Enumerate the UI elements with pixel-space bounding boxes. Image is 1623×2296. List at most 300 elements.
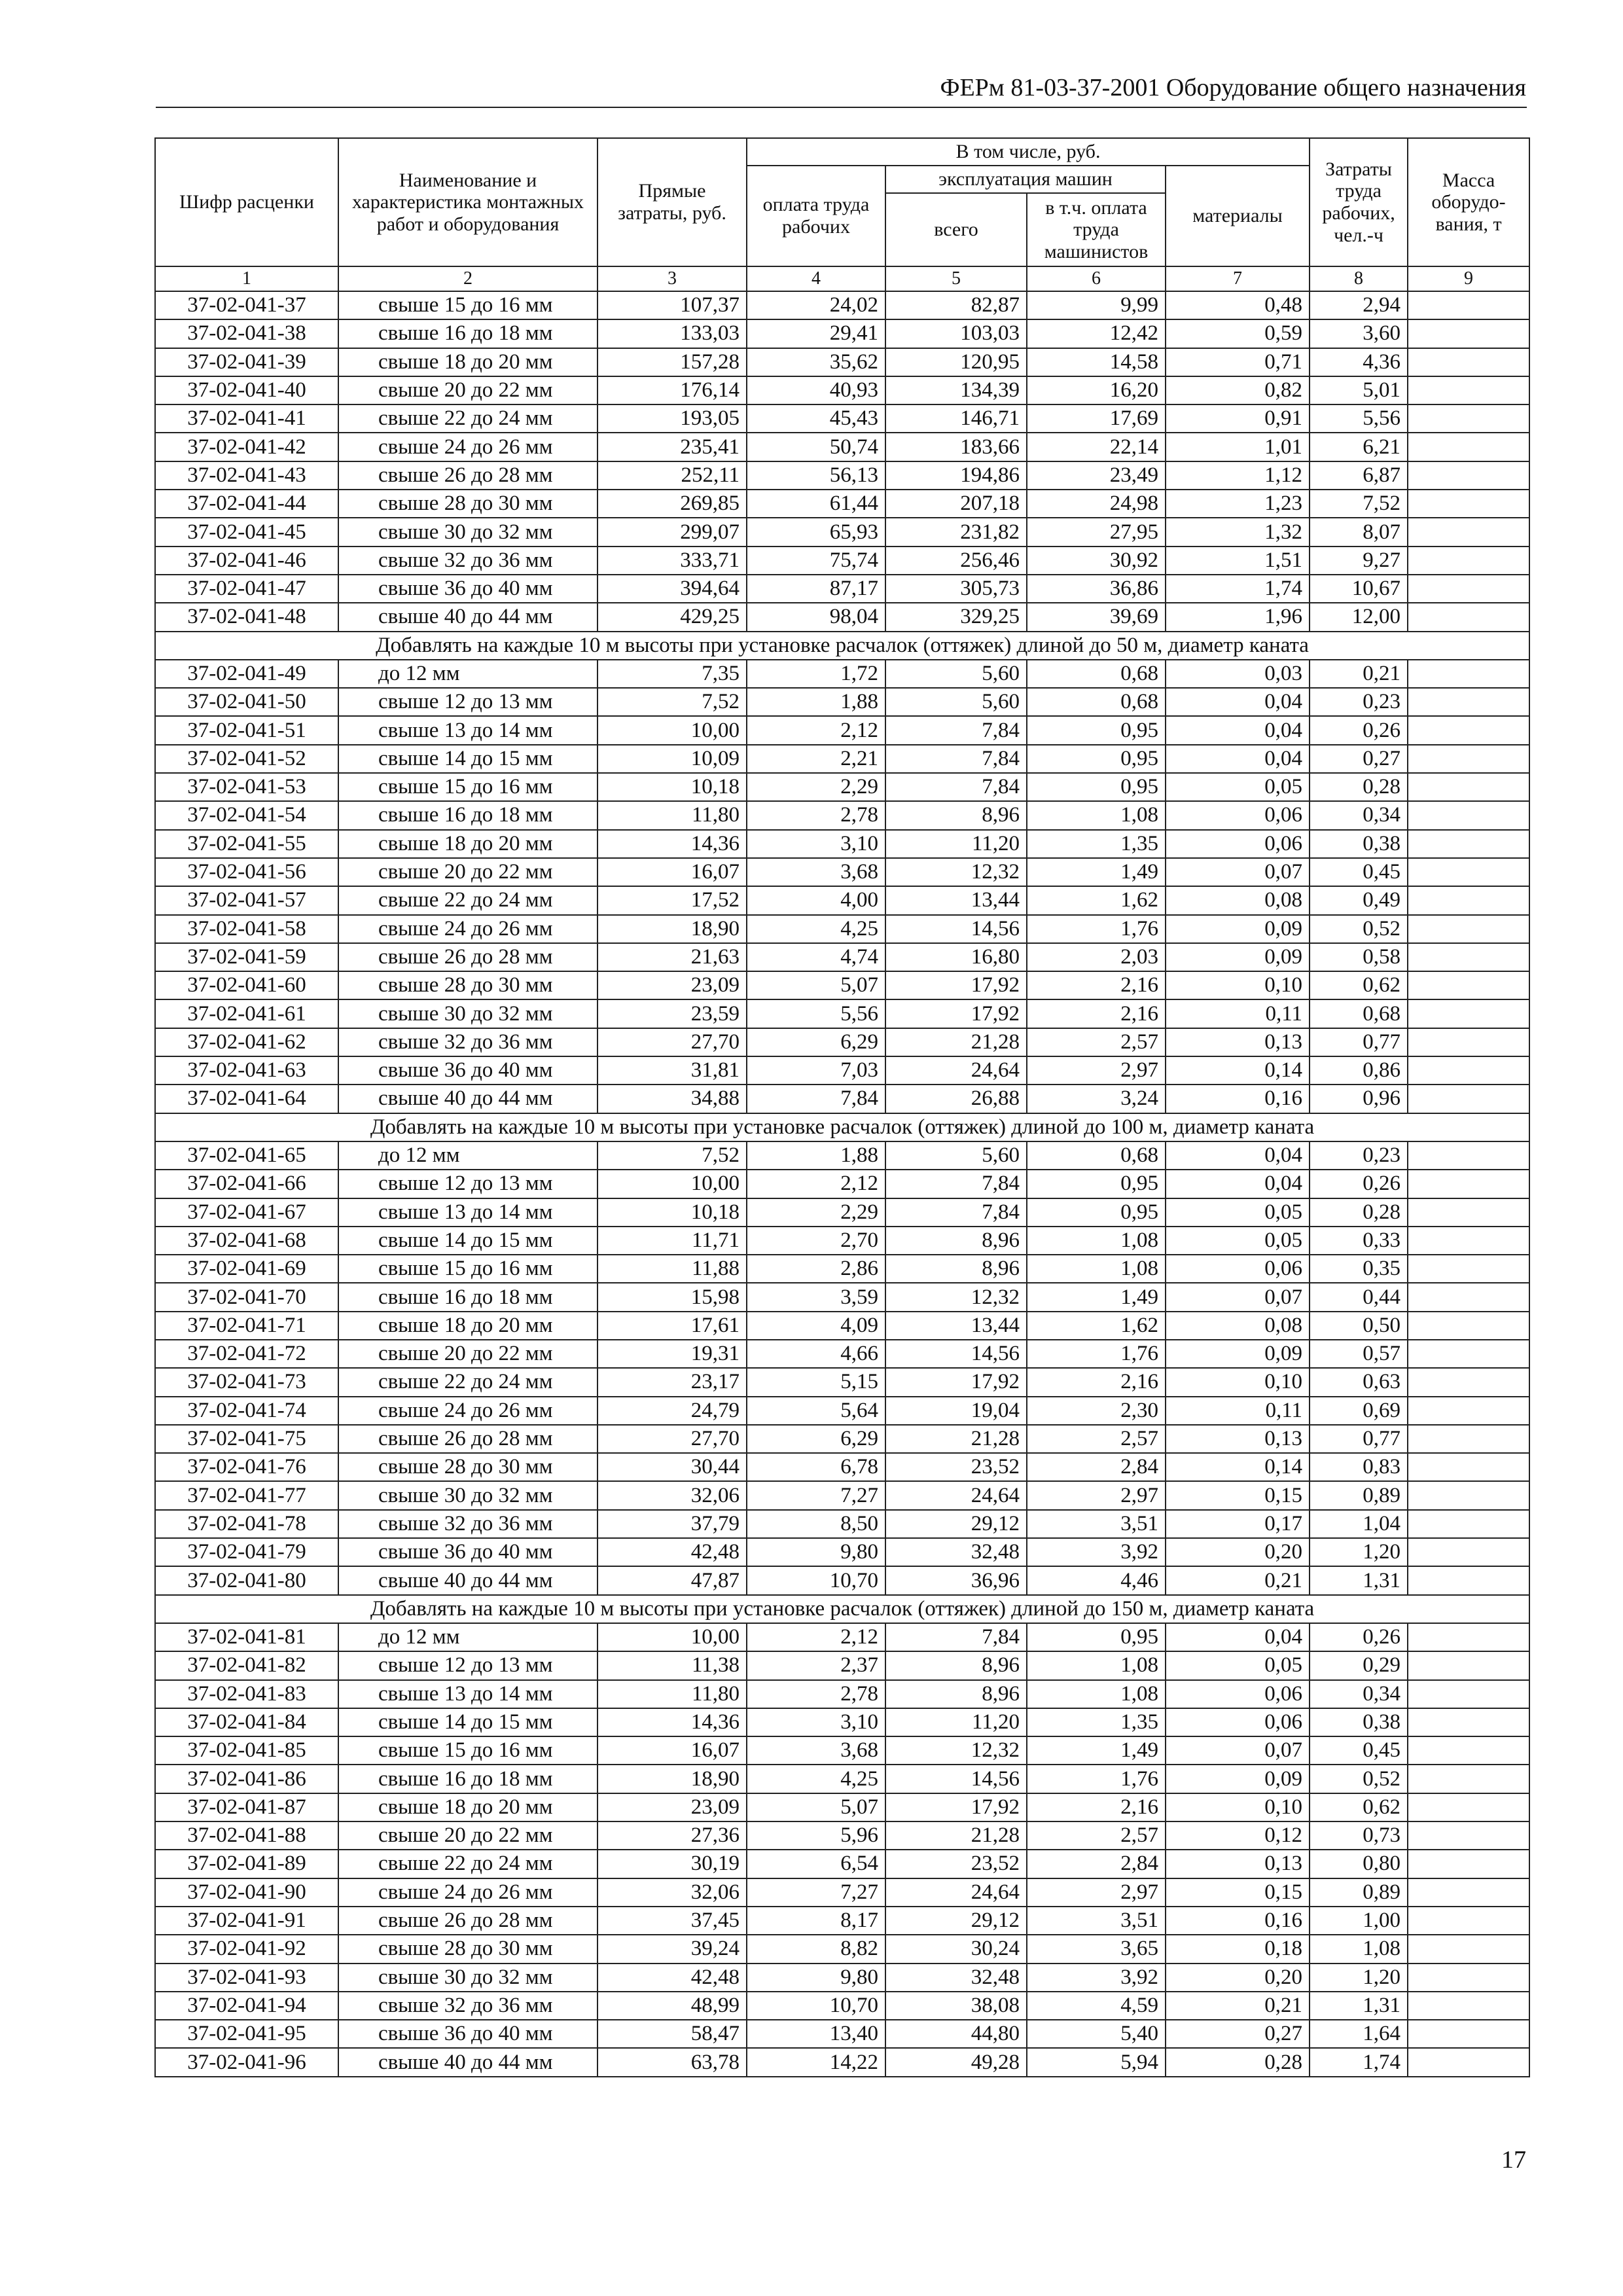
machinists-wages-cell: 0,95 [1027, 1170, 1166, 1198]
labor-cell: 0,34 [1310, 801, 1408, 829]
wages-cell: 98,04 [747, 603, 885, 631]
labor-cell: 0,50 [1310, 1312, 1408, 1340]
mass-cell [1408, 404, 1529, 433]
header-materials: материалы [1166, 166, 1310, 266]
materials-cell: 0,10 [1166, 1368, 1310, 1396]
mass-cell [1408, 801, 1529, 829]
direct-costs-cell: 37,45 [597, 1907, 747, 1935]
work-name-cell: свыше 22 до 24 мм [338, 404, 597, 433]
materials-cell: 1,74 [1166, 575, 1310, 603]
materials-cell: 0,16 [1166, 1085, 1310, 1113]
machines-total-cell: 24,64 [885, 1481, 1027, 1509]
materials-cell: 0,04 [1166, 1623, 1310, 1651]
wages-cell: 45,43 [747, 404, 885, 433]
mass-cell [1408, 2020, 1529, 2048]
wages-cell: 4,25 [747, 1765, 885, 1793]
machinists-wages-cell: 2,57 [1027, 1028, 1166, 1056]
table-row [155, 433, 1529, 461]
mass-cell [1408, 915, 1529, 943]
work-name-cell: свыше 26 до 28 мм [338, 943, 597, 971]
table-row [155, 999, 1529, 1028]
work-name-cell: свыше 15 до 16 мм [338, 1255, 597, 1283]
labor-cell: 0,77 [1310, 1028, 1408, 1056]
direct-costs-cell: 7,52 [597, 688, 747, 716]
machines-total-cell: 12,32 [885, 1283, 1027, 1311]
machinists-wages-cell: 12,42 [1027, 319, 1166, 348]
mass-cell [1408, 1793, 1529, 1821]
machinists-wages-cell: 22,14 [1027, 433, 1166, 461]
table-row [155, 1765, 1529, 1793]
materials-cell: 0,07 [1166, 858, 1310, 886]
work-name-cell: свыше 24 до 26 мм [338, 1878, 597, 1907]
rate-code-cell: 37-02-041-83 [155, 1680, 338, 1708]
materials-cell: 0,06 [1166, 1708, 1310, 1736]
table-row [155, 1056, 1529, 1085]
labor-cell: 7,52 [1310, 490, 1408, 518]
mass-cell [1408, 1680, 1529, 1708]
work-name-cell: свыше 16 до 18 мм [338, 1765, 597, 1793]
machinists-wages-cell: 0,95 [1027, 716, 1166, 744]
wages-cell: 1,88 [747, 688, 885, 716]
materials-cell: 0,03 [1166, 660, 1310, 688]
materials-cell: 0,10 [1166, 1793, 1310, 1821]
table-row [155, 1907, 1529, 1935]
machines-total-cell: 5,60 [885, 688, 1027, 716]
direct-costs-cell: 11,71 [597, 1227, 747, 1255]
mass-cell [1408, 1964, 1529, 1992]
machinists-wages-cell: 1,08 [1027, 1227, 1166, 1255]
mass-cell [1408, 716, 1529, 744]
table-row [155, 1992, 1529, 2020]
materials-cell: 0,82 [1166, 376, 1310, 404]
machinists-wages-cell: 36,86 [1027, 575, 1166, 603]
work-name-cell: до 12 мм [338, 1141, 597, 1170]
wages-cell: 4,09 [747, 1312, 885, 1340]
machines-total-cell: 13,44 [885, 886, 1027, 914]
direct-costs-cell: 27,70 [597, 1028, 747, 1056]
table-row [155, 1736, 1529, 1765]
direct-costs-cell: 429,25 [597, 603, 747, 631]
machines-total-cell: 5,60 [885, 660, 1027, 688]
machinists-wages-cell: 0,68 [1027, 688, 1166, 716]
table-row [155, 1028, 1529, 1056]
work-name-cell: свыше 30 до 32 мм [338, 1481, 597, 1509]
mass-cell [1408, 547, 1529, 575]
direct-costs-cell: 252,11 [597, 461, 747, 490]
rate-code-cell: 37-02-041-66 [155, 1170, 338, 1198]
machinists-wages-cell: 3,92 [1027, 1964, 1166, 1992]
mass-cell [1408, 1538, 1529, 1566]
machinists-wages-cell: 14,58 [1027, 348, 1166, 376]
table-row [155, 1227, 1529, 1255]
machines-total-cell: 14,56 [885, 915, 1027, 943]
materials-cell: 0,27 [1166, 2020, 1310, 2048]
machinists-wages-cell: 9,99 [1027, 291, 1166, 319]
wages-cell: 2,86 [747, 1255, 885, 1283]
work-name-cell: до 12 мм [338, 1623, 597, 1651]
direct-costs-cell: 32,06 [597, 1481, 747, 1509]
mass-cell [1408, 1736, 1529, 1765]
direct-costs-cell: 7,52 [597, 1141, 747, 1170]
rate-code-cell: 37-02-041-73 [155, 1368, 338, 1396]
machinists-wages-cell: 2,57 [1027, 1425, 1166, 1453]
direct-costs-cell: 14,36 [597, 1708, 747, 1736]
table-row [155, 1566, 1529, 1594]
materials-cell: 0,21 [1166, 1566, 1310, 1594]
labor-cell: 0,57 [1310, 1340, 1408, 1368]
work-name-cell: свыше 36 до 40 мм [338, 1056, 597, 1085]
labor-cell: 0,28 [1310, 773, 1408, 801]
rate-code-cell: 37-02-041-53 [155, 773, 338, 801]
machinists-wages-cell: 2,57 [1027, 1821, 1166, 1850]
machinists-wages-cell: 2,16 [1027, 1793, 1166, 1821]
materials-cell: 0,07 [1166, 1283, 1310, 1311]
materials-cell: 1,23 [1166, 490, 1310, 518]
machines-total-cell: 134,39 [885, 376, 1027, 404]
table-row [155, 1793, 1529, 1821]
labor-cell: 1,31 [1310, 1566, 1408, 1594]
mass-cell [1408, 1141, 1529, 1170]
mass-cell [1408, 660, 1529, 688]
labor-cell: 9,27 [1310, 547, 1408, 575]
direct-costs-cell: 10,18 [597, 773, 747, 801]
labor-cell: 0,26 [1310, 1623, 1408, 1651]
direct-costs-cell: 42,48 [597, 1964, 747, 1992]
machines-total-cell: 207,18 [885, 490, 1027, 518]
work-name-cell: свыше 15 до 16 мм [338, 1736, 597, 1765]
column-number: 8 [1310, 266, 1408, 291]
wages-cell: 2,21 [747, 745, 885, 773]
table-row [155, 1368, 1529, 1396]
rate-code-cell: 37-02-041-59 [155, 943, 338, 971]
machines-total-cell: 8,96 [885, 1651, 1027, 1679]
labor-cell: 1,31 [1310, 1992, 1408, 2020]
wages-cell: 50,74 [747, 433, 885, 461]
machinists-wages-cell: 2,84 [1027, 1453, 1166, 1481]
machinists-wages-cell: 5,40 [1027, 2020, 1166, 2048]
labor-cell: 0,89 [1310, 1481, 1408, 1509]
table-row [155, 319, 1529, 348]
wages-cell: 5,64 [747, 1397, 885, 1425]
mass-cell [1408, 2048, 1529, 2076]
mass-cell [1408, 1935, 1529, 1963]
machines-total-cell: 8,96 [885, 1227, 1027, 1255]
machines-total-cell: 7,84 [885, 716, 1027, 744]
wages-cell: 14,22 [747, 2048, 885, 2076]
table-row [155, 773, 1529, 801]
machines-total-cell: 8,96 [885, 1680, 1027, 1708]
wages-cell: 10,70 [747, 1992, 885, 2020]
labor-cell: 0,26 [1310, 716, 1408, 744]
materials-cell: 0,09 [1166, 915, 1310, 943]
machinists-wages-cell: 1,76 [1027, 1765, 1166, 1793]
labor-cell: 1,74 [1310, 2048, 1408, 2076]
work-name-cell: свыше 30 до 32 мм [338, 999, 597, 1028]
machines-total-cell: 17,92 [885, 971, 1027, 999]
labor-cell: 0,89 [1310, 1878, 1408, 1907]
mass-cell [1408, 1368, 1529, 1396]
wages-cell: 6,78 [747, 1453, 885, 1481]
rate-code-cell: 37-02-041-37 [155, 291, 338, 319]
materials-cell: 0,20 [1166, 1538, 1310, 1566]
header-rule [156, 107, 1527, 108]
table-row [155, 886, 1529, 914]
mass-cell [1408, 971, 1529, 999]
work-name-cell: свыше 16 до 18 мм [338, 801, 597, 829]
rate-code-cell: 37-02-041-96 [155, 2048, 338, 2076]
table-row [155, 716, 1529, 744]
labor-cell: 0,80 [1310, 1850, 1408, 1878]
machines-total-cell: 82,87 [885, 291, 1027, 319]
machines-total-cell: 24,64 [885, 1878, 1027, 1907]
rate-code-cell: 37-02-041-77 [155, 1481, 338, 1509]
wages-cell: 5,15 [747, 1368, 885, 1396]
wages-cell: 10,70 [747, 1566, 885, 1594]
direct-costs-cell: 11,80 [597, 801, 747, 829]
section-heading-row [155, 1595, 1529, 1623]
table-row [155, 1510, 1529, 1538]
direct-costs-cell: 30,19 [597, 1850, 747, 1878]
wages-cell: 40,93 [747, 376, 885, 404]
machines-total-cell: 23,52 [885, 1850, 1027, 1878]
machines-total-cell: 14,56 [885, 1340, 1027, 1368]
mass-cell [1408, 1283, 1529, 1311]
mass-cell [1408, 575, 1529, 603]
page-number: 17 [1501, 2146, 1526, 2174]
direct-costs-cell: 235,41 [597, 433, 747, 461]
work-name-cell: свыше 16 до 18 мм [338, 1283, 597, 1311]
machinists-wages-cell: 0,95 [1027, 1623, 1166, 1651]
work-name-cell: свыше 14 до 15 мм [338, 745, 597, 773]
rate-code-cell: 37-02-041-52 [155, 745, 338, 773]
materials-cell: 0,17 [1166, 1510, 1310, 1538]
table-row [155, 1198, 1529, 1227]
header-machines-total: всего [885, 193, 1027, 266]
wages-cell: 56,13 [747, 461, 885, 490]
table-row [155, 1680, 1529, 1708]
rate-code-cell: 37-02-041-85 [155, 1736, 338, 1765]
machines-total-cell: 11,20 [885, 1708, 1027, 1736]
work-name-cell: свыше 18 до 20 мм [338, 1793, 597, 1821]
machinists-wages-cell: 3,51 [1027, 1510, 1166, 1538]
table-row [155, 291, 1529, 319]
rate-code-cell: 37-02-041-40 [155, 376, 338, 404]
labor-cell: 6,21 [1310, 433, 1408, 461]
wages-cell: 3,10 [747, 830, 885, 858]
header-machines: эксплуатация машин [885, 166, 1166, 193]
table-row [155, 2020, 1529, 2048]
machinists-wages-cell: 4,59 [1027, 1992, 1166, 2020]
wages-cell: 7,84 [747, 1085, 885, 1113]
machinists-wages-cell: 30,92 [1027, 547, 1166, 575]
labor-cell: 0,27 [1310, 745, 1408, 773]
work-name-cell: свыше 26 до 28 мм [338, 461, 597, 490]
wages-cell: 3,59 [747, 1283, 885, 1311]
rate-code-cell: 37-02-041-41 [155, 404, 338, 433]
machines-total-cell: 23,52 [885, 1453, 1027, 1481]
header-code: Шифр расценки [155, 138, 338, 266]
labor-cell: 0,96 [1310, 1085, 1408, 1113]
machinists-wages-cell: 1,08 [1027, 1255, 1166, 1283]
labor-cell: 0,69 [1310, 1397, 1408, 1425]
table-row [155, 1340, 1529, 1368]
table-row [155, 1170, 1529, 1198]
table-row [155, 404, 1529, 433]
column-number: 4 [747, 266, 885, 291]
rate-code-cell: 37-02-041-61 [155, 999, 338, 1028]
direct-costs-cell: 31,81 [597, 1056, 747, 1085]
work-name-cell: свыше 22 до 24 мм [338, 1368, 597, 1396]
machines-total-cell: 21,28 [885, 1821, 1027, 1850]
materials-cell: 0,12 [1166, 1821, 1310, 1850]
work-name-cell: свыше 12 до 13 мм [338, 1651, 597, 1679]
mass-cell [1408, 1907, 1529, 1935]
wages-cell: 2,78 [747, 1680, 885, 1708]
materials-cell: 0,06 [1166, 830, 1310, 858]
labor-cell: 0,21 [1310, 660, 1408, 688]
materials-cell: 1,12 [1166, 461, 1310, 490]
wages-cell: 2,37 [747, 1651, 885, 1679]
machines-total-cell: 29,12 [885, 1907, 1027, 1935]
machines-total-cell: 7,84 [885, 745, 1027, 773]
mass-cell [1408, 1651, 1529, 1679]
direct-costs-cell: 7,35 [597, 660, 747, 688]
table-row [155, 2048, 1529, 2076]
rate-code-cell: 37-02-041-46 [155, 547, 338, 575]
machines-total-cell: 183,66 [885, 433, 1027, 461]
materials-cell: 0,09 [1166, 1340, 1310, 1368]
wages-cell: 4,74 [747, 943, 885, 971]
machinists-wages-cell: 3,51 [1027, 1907, 1166, 1935]
wages-cell: 29,41 [747, 319, 885, 348]
wages-cell: 9,80 [747, 1538, 885, 1566]
wages-cell: 4,00 [747, 886, 885, 914]
materials-cell: 0,05 [1166, 1198, 1310, 1227]
work-name-cell: свыше 40 до 44 мм [338, 2048, 597, 2076]
table-row [155, 575, 1529, 603]
rate-code-cell: 37-02-041-64 [155, 1085, 338, 1113]
machinists-wages-cell: 23,49 [1027, 461, 1166, 490]
work-name-cell: свыше 16 до 18 мм [338, 319, 597, 348]
table-row [155, 1935, 1529, 1963]
header-mass: Масса оборудо-вания, т [1408, 138, 1529, 266]
machines-total-cell: 329,25 [885, 603, 1027, 631]
header-labor: Затраты труда рабочих, чел.-ч [1310, 138, 1408, 266]
work-name-cell: свыше 32 до 36 мм [338, 1992, 597, 2020]
materials-cell: 1,32 [1166, 518, 1310, 546]
labor-cell: 0,68 [1310, 999, 1408, 1028]
machines-total-cell: 7,84 [885, 1623, 1027, 1651]
machinists-wages-cell: 2,16 [1027, 999, 1166, 1028]
table-row [155, 915, 1529, 943]
work-name-cell: свыше 24 до 26 мм [338, 1397, 597, 1425]
wages-cell: 5,56 [747, 999, 885, 1028]
direct-costs-cell: 42,48 [597, 1538, 747, 1566]
materials-cell: 0,91 [1166, 404, 1310, 433]
direct-costs-cell: 19,31 [597, 1340, 747, 1368]
work-name-cell: свыше 40 до 44 мм [338, 603, 597, 631]
table-row [155, 547, 1529, 575]
labor-cell: 0,29 [1310, 1651, 1408, 1679]
labor-cell: 3,60 [1310, 319, 1408, 348]
materials-cell: 0,06 [1166, 1255, 1310, 1283]
wages-cell: 1,88 [747, 1141, 885, 1170]
materials-cell: 0,10 [1166, 971, 1310, 999]
rate-code-cell: 37-02-041-42 [155, 433, 338, 461]
machines-total-cell: 16,80 [885, 943, 1027, 971]
rate-code-cell: 37-02-041-62 [155, 1028, 338, 1056]
labor-cell: 0,77 [1310, 1425, 1408, 1453]
wages-cell: 3,68 [747, 858, 885, 886]
rate-code-cell: 37-02-041-67 [155, 1198, 338, 1227]
machines-total-cell: 12,32 [885, 1736, 1027, 1765]
column-number: 2 [338, 266, 597, 291]
mass-cell [1408, 1227, 1529, 1255]
table-row [155, 1623, 1529, 1651]
work-name-cell: свыше 24 до 26 мм [338, 915, 597, 943]
rate-code-cell: 37-02-041-72 [155, 1340, 338, 1368]
materials-cell: 0,15 [1166, 1481, 1310, 1509]
work-name-cell: свыше 32 до 36 мм [338, 1028, 597, 1056]
labor-cell: 0,23 [1310, 688, 1408, 716]
rate-code-cell: 37-02-041-89 [155, 1850, 338, 1878]
labor-cell: 1,04 [1310, 1510, 1408, 1538]
wages-cell: 5,96 [747, 1821, 885, 1850]
work-name-cell: свыше 28 до 30 мм [338, 1935, 597, 1963]
table-row [155, 830, 1529, 858]
mass-cell [1408, 348, 1529, 376]
work-name-cell: свыше 36 до 40 мм [338, 2020, 597, 2048]
direct-costs-cell: 23,59 [597, 999, 747, 1028]
section-heading-row [155, 632, 1529, 660]
work-name-cell: свыше 28 до 30 мм [338, 971, 597, 999]
labor-cell: 0,62 [1310, 971, 1408, 999]
mass-cell [1408, 688, 1529, 716]
mass-cell [1408, 319, 1529, 348]
mass-cell [1408, 1312, 1529, 1340]
labor-cell: 0,23 [1310, 1141, 1408, 1170]
direct-costs-cell: 18,90 [597, 915, 747, 943]
machines-total-cell: 103,03 [885, 319, 1027, 348]
table-body [155, 291, 1529, 2077]
direct-costs-cell: 11,88 [597, 1255, 747, 1283]
wages-cell: 24,02 [747, 291, 885, 319]
labor-cell: 4,36 [1310, 348, 1408, 376]
rate-code-cell: 37-02-041-87 [155, 1793, 338, 1821]
machinists-wages-cell: 1,49 [1027, 1736, 1166, 1765]
table-row [155, 1085, 1529, 1113]
rate-code-cell: 37-02-041-92 [155, 1935, 338, 1963]
materials-cell: 0,71 [1166, 348, 1310, 376]
machines-total-cell: 7,84 [885, 773, 1027, 801]
table-row [155, 660, 1529, 688]
mass-cell [1408, 603, 1529, 631]
work-name-cell: свыше 15 до 16 мм [338, 773, 597, 801]
header-including: В том числе, руб. [747, 138, 1310, 166]
machinists-wages-cell: 1,76 [1027, 1340, 1166, 1368]
materials-cell: 0,16 [1166, 1907, 1310, 1935]
rate-code-cell: 37-02-041-88 [155, 1821, 338, 1850]
direct-costs-cell: 16,07 [597, 1736, 747, 1765]
machines-total-cell: 305,73 [885, 575, 1027, 603]
machinists-wages-cell: 3,65 [1027, 1935, 1166, 1963]
table-row [155, 1538, 1529, 1566]
table-header [155, 138, 1529, 291]
mass-cell [1408, 943, 1529, 971]
wages-cell: 8,82 [747, 1935, 885, 1963]
direct-costs-cell: 24,79 [597, 1397, 747, 1425]
machinists-wages-cell: 1,49 [1027, 1283, 1166, 1311]
